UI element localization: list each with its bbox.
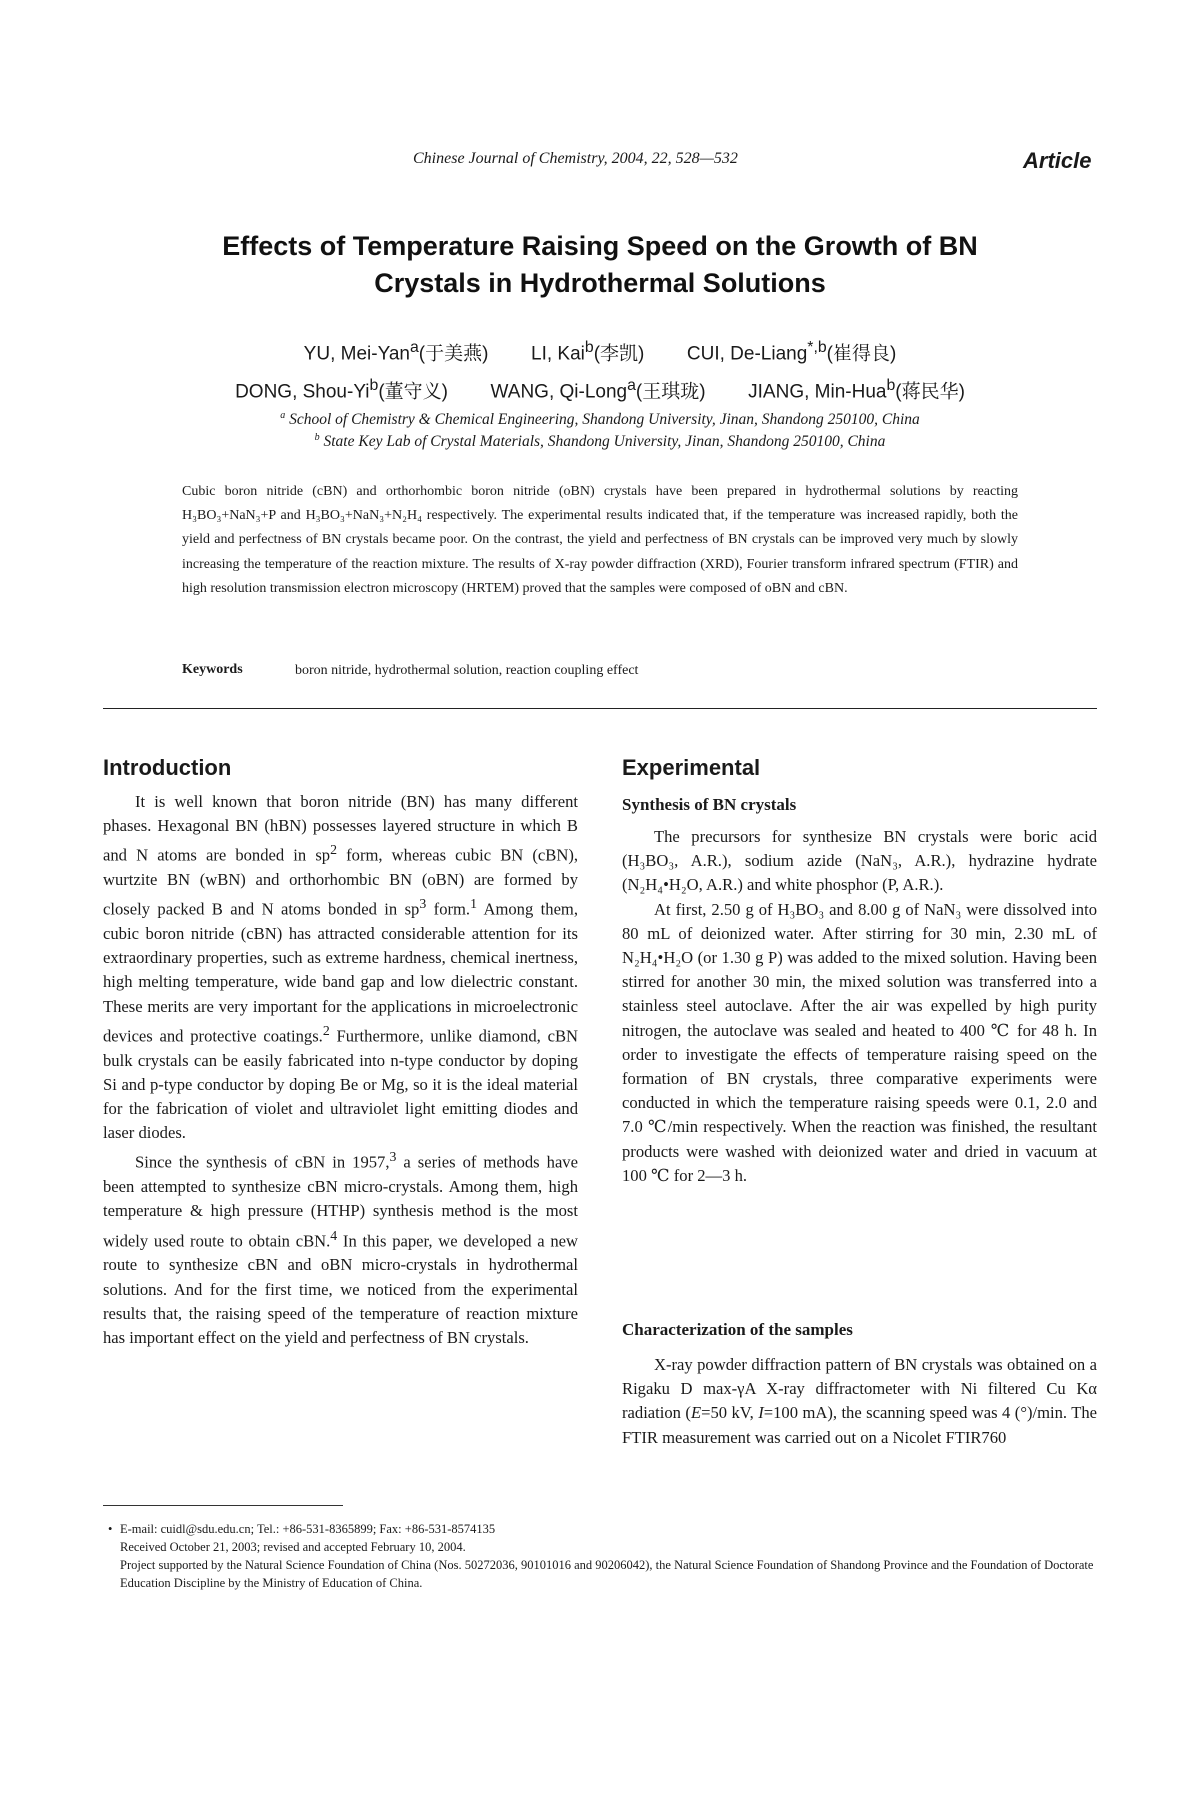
footnotes (108, 1520, 1097, 1592)
text-run: form, whereas cubic BN (cBN), wurtzite BN (wBN) and orthorhombic BN (oBN) are formed by closely packed B and N atoms bonded in sp (103, 845, 578, 919)
author-name: DONG, Shou-Yi (235, 381, 370, 403)
superscript: 2 (330, 842, 338, 858)
footnote-contact-row (108, 1520, 1097, 1538)
author-name: CUI, De-Liang (686, 343, 808, 365)
footnote-funding: Project supported by the Natural Science Foundation of China (Nos. 50272036, 90101016 and 90206042), the Natural Science Foundation of Shandong Province and the Foundation of Doctorate Education Discipline by the Ministry of Education of China. (120, 1558, 1094, 1590)
paper-title (150, 228, 1050, 302)
text-run: It is well known that boron nitride (BN) has many different phases. Hexagonal BN (hBN) possesses layered structure in which B and N atoms are bonded in sp (103, 792, 578, 865)
title-line-2: Crystals in Hydrothermal Solutions (374, 268, 826, 298)
author-row-1 (150, 332, 1050, 370)
journal-citation: Chinese Journal of Chemistry, 2004, 22, 528—532 (413, 150, 738, 167)
abstract-text: Cubic boron nitride (cBN) and orthorhombic boron nitride (oBN) crystals have been prepared in hydrothermal solutions by reacting (182, 484, 1018, 499)
footnote-divider (103, 1505, 343, 1506)
author-list (150, 332, 1050, 409)
author-name: LI, Kai (531, 343, 585, 365)
text-run: =50 kV, (701, 1403, 759, 1423)
author-affil-mark: b (886, 377, 896, 395)
title-line-1: Effects of Temperature Raising Speed on the Growth of BN (222, 231, 978, 261)
footnote-received: Received October 21, 2003; revised and accepted February 10, 2004. (120, 1540, 466, 1554)
citation-ref: 2 (322, 1022, 330, 1038)
author-affil-mark: b (584, 339, 594, 356)
author-chinese-name: (蒋民华) (895, 381, 965, 403)
text-run: Since the synthesis of cBN in 1957, (135, 1152, 390, 1172)
characterization-body (622, 1353, 1097, 1450)
author-chinese-name: (李凯) (593, 343, 645, 365)
affiliation-mark: a (280, 410, 286, 421)
text-run: a series of methods have been attempted to synthesize cBN micro-crystals. Among them, high temperature & high pressure (HTHP) synthesis method is the most widely used route to obtain cBN. (103, 1152, 578, 1251)
introduction-paragraph-2 (103, 1145, 578, 1350)
affiliation-mark: b (314, 432, 320, 443)
author-chinese-name: (于美燕) (418, 343, 489, 365)
author-name: YU, Mei-Yan (303, 343, 410, 365)
text-run: Furthermore, unlike diamond, cBN bulk crystals can be easily fabricated into n-type conductor by doping Si and p-type conductor by doping Be or Mg, so it is the ideal material for the fabrication of violet and ultraviolet light emitting diodes and laser diodes. (103, 1026, 578, 1143)
author-chinese-name: (王琪珑) (635, 381, 706, 403)
article-type-label: Article (1023, 148, 1092, 173)
author-affil-mark: *,b (807, 339, 827, 356)
keywords-label: Keywords (182, 662, 243, 677)
affiliation-text: State Key Lab of Crystal Materials, Shandong University, Jinan, Shandong 250100, China (323, 433, 886, 451)
abstract (182, 480, 1018, 601)
synthesis-subheading: Synthesis of BN crystals (622, 795, 797, 814)
citation-ref: 1 (470, 896, 477, 912)
characterization-subheading: Characterization of the samples (622, 1320, 853, 1339)
abstract-formula: H₃BO₃+NaN₃+N₂H₄ (305, 508, 422, 524)
text-run: =100 mA), the scanning speed was 4 (°)/min. The FTIR measurement was carried out on a Nicolet FTIR760 (622, 1403, 1097, 1447)
abstract-text: respectively. The experimental results indicated that, if the temperature was increased rapidly, both the yield and perfectness of BN crystals became poor. On the contrast, the yield and perfectness of BN crystals can be improved very much by slowly increasing the temperature of the reaction mixture. The results of X-ray powder diffraction (XRD), Fourier transform infrared spectrum (FTIR) and high resolution transmission electron microscopy (HRTEM) proved that the samples were composed of oBN and cBN. (182, 508, 1018, 596)
footnote-contact: E-mail: cuidl@sdu.edu.cn; Tel.: +86-531-8365899; Fax: +86-531-8574135 (120, 1522, 496, 1536)
italic-symbol: I (758, 1403, 764, 1423)
affiliation-b (150, 432, 1050, 451)
introduction-heading: Introduction (103, 755, 232, 780)
abstract-formula: H₃BO₃+NaN₃+P (182, 508, 276, 524)
author-affil-mark: a (409, 339, 419, 356)
superscript: 3 (419, 896, 427, 912)
citation-ref: 3 (389, 1149, 397, 1165)
italic-symbol: E (690, 1403, 702, 1423)
keywords-value: boron nitride, hydrothermal solution, reaction coupling effect (295, 663, 639, 678)
footnote-bullet: • (108, 1522, 113, 1536)
author-row-2 (150, 370, 1050, 408)
text-run: Among them, cubic boron nitride (cBN) has attracted considerable attention for its extraordinary properties, such as extreme hardness, chemical inertness, high melting temperature, wide band gap and low dielectric constant. These merits are very important for the applications in microelectronic devices and protective coatings. (103, 899, 578, 1046)
text-run: X-ray powder diffraction pattern of BN crystals was obtained on a Rigaku D max-γA X-ray diffractometer with Ni filtered Cu Kα radiation ( (622, 1355, 1097, 1423)
affiliation-text: School of Chemistry & Chemical Engineering, Shandong University, Jinan, Shandong 250100, China (289, 411, 920, 429)
introduction-paragraph-1 (103, 790, 578, 1145)
section-divider (103, 708, 1097, 709)
synthesis-body (622, 825, 1097, 1188)
abstract-text: and (275, 508, 306, 524)
author-chinese-name: (崔得良) (826, 343, 897, 365)
characterization-paragraph-1 (622, 1353, 1097, 1450)
author-affil-mark: a (627, 377, 636, 395)
citation-ref: 4 (330, 1227, 338, 1243)
author-chinese-name: (董守义) (378, 381, 448, 403)
text-run: form. (426, 899, 471, 919)
author-affil-mark: b (369, 377, 379, 395)
synthesis-paragraph-1: The precursors for synthesize BN crystals were boric acid (H₃BO₃, A.R.), sodium azide (NaN₃, A.R.), hydrazine hydrate (N₂H₄•H₂O, A.R.) and white phosphor (P, A.R.). (622, 827, 1097, 895)
author-name: WANG, Qi-Long (490, 381, 628, 403)
affiliation-a (150, 410, 1050, 429)
text-run: In this paper, we developed a new route to synthesize cBN and oBN micro-crystals in hydrothermal solutions. And for the first time, we noticed from the experimental results that, the raising speed of the temperature of reaction mixture has important effect on the yield and perfectness of BN crystals. (103, 1231, 578, 1347)
experimental-heading: Experimental (622, 755, 761, 780)
introduction-body (103, 790, 578, 1350)
author-name: JIANG, Min-Hua (748, 381, 887, 403)
synthesis-paragraph-2: At first, 2.50 g of H₃BO₃ and 8.00 g of NaN₃ were dissolved into 80 mL of deionized water. After stirring for 30 min, 2.30 mL of N₂H₄•H₂O (or 1.30 g P) was added to the mixed solution. Having been stirred for another 30 min, the mixed solution was transferred into a stainless steel autoclave. After the air was expelled by high purity nitrogen, the autoclave was sealed and heated to 400 ℃ for 48 h. In order to investigate the effects of temperature raising speed on the formation of BN crystals, three comparative experiments were conducted in which the temperature raising speeds were 0.1, 2.0 and 7.0 ℃/min respectively. When the reaction was finished, the resultant products were washed with deionized water and dried in vacuum at 100 ℃ for 2—3 h. (622, 899, 1097, 1185)
